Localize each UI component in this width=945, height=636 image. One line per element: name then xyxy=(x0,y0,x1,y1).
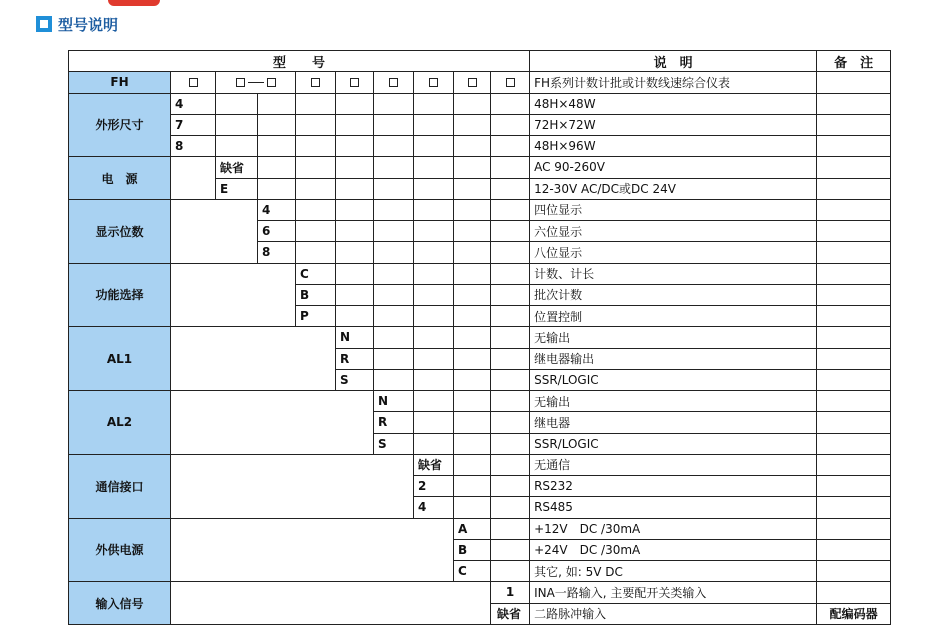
code-slot xyxy=(414,72,454,93)
desc-cell: 48H×48W xyxy=(530,93,817,114)
code-cell: S xyxy=(374,433,414,454)
code-cell: 8 xyxy=(258,242,296,263)
square-bullet-icon xyxy=(36,16,52,32)
top-strip xyxy=(0,0,945,6)
code-cell: P xyxy=(296,306,336,327)
desc-cell: RS485 xyxy=(530,497,817,518)
label-al2: AL2 xyxy=(69,391,171,455)
label-size: 外形尺寸 xyxy=(69,93,171,157)
section-header xyxy=(36,14,118,34)
header-note: 备 注 xyxy=(817,51,891,72)
desc-cell: 计数、计长 xyxy=(530,263,817,284)
code-cell: C xyxy=(454,561,491,582)
desc-cell: 无输出 xyxy=(530,327,817,348)
table-row xyxy=(69,518,891,539)
code-cell: 1 xyxy=(491,582,530,603)
code-cell: R xyxy=(374,412,414,433)
code-cell: E xyxy=(216,178,258,199)
desc-cell: SSR/LOGIC xyxy=(530,433,817,454)
note-cell: 配编码器 xyxy=(817,603,891,625)
code-cell: 7 xyxy=(171,114,216,135)
desc-cell: 六位显示 xyxy=(530,221,817,242)
label-al1: AL1 xyxy=(69,327,171,391)
desc-cell: +24V DC /30mA xyxy=(530,539,817,560)
top-accent xyxy=(108,0,160,6)
desc-cell: 12-30V AC/DC或DC 24V xyxy=(530,178,817,199)
desc-cell: 其它, 如: 5V DC xyxy=(530,561,817,582)
desc-cell: 四位显示 xyxy=(530,199,817,220)
desc-cell: 48H×96W xyxy=(530,136,817,157)
header-desc: 说 明 xyxy=(530,51,817,72)
desc-cell: SSR/LOGIC xyxy=(530,369,817,390)
code-slot xyxy=(336,72,374,93)
desc-cell: 二路脉冲输入 xyxy=(530,603,817,625)
table-row-fh xyxy=(69,72,891,93)
desc-cell: 八位显示 xyxy=(530,242,817,263)
table-row xyxy=(69,391,891,412)
table-header-row xyxy=(69,51,891,72)
table-row xyxy=(69,327,891,348)
code-cell: B xyxy=(296,284,336,305)
code-cell: 缺省 xyxy=(414,454,454,475)
table-row xyxy=(69,114,891,135)
code-slot xyxy=(296,72,336,93)
code-cell: R xyxy=(336,348,374,369)
desc-cell: 72H×72W xyxy=(530,114,817,135)
table-row xyxy=(69,93,891,114)
note-cell xyxy=(817,582,891,603)
code-cell: C xyxy=(296,263,336,284)
section-title: 型号说明 xyxy=(58,15,119,34)
code-cell: B xyxy=(454,539,491,560)
code-slot xyxy=(171,72,216,93)
code-cell: 缺省 xyxy=(216,157,258,178)
header-model: 型 号 xyxy=(69,51,530,72)
desc-cell: AC 90-260V xyxy=(530,157,817,178)
table-row xyxy=(69,157,891,178)
code-slot xyxy=(491,72,530,93)
code-cell: 缺省 xyxy=(491,603,530,625)
code-cell: A xyxy=(454,518,491,539)
code-cell: 4 xyxy=(414,497,454,518)
code-cell: 4 xyxy=(258,199,296,220)
table-row xyxy=(69,582,891,603)
desc-cell: 继电器 xyxy=(530,412,817,433)
desc-cell: 继电器输出 xyxy=(530,348,817,369)
code-slot xyxy=(216,72,296,93)
label-power: 电 源 xyxy=(69,157,171,200)
model-spec-table xyxy=(68,50,891,625)
desc-fh: FH系列计数计批或计数线速综合仪表 xyxy=(530,72,817,93)
code-cell: N xyxy=(336,327,374,348)
label-digits: 显示位数 xyxy=(69,199,171,263)
label-fh: FH xyxy=(69,72,171,93)
code-cell: 8 xyxy=(171,136,216,157)
desc-cell: 位置控制 xyxy=(530,306,817,327)
code-cell: 6 xyxy=(258,221,296,242)
note-cell xyxy=(817,72,891,93)
code-cell: 4 xyxy=(171,93,216,114)
desc-cell: +12V DC /30mA xyxy=(530,518,817,539)
label-supply: 外供电源 xyxy=(69,518,171,582)
code-cell: 2 xyxy=(414,476,454,497)
desc-cell: INA一路输入, 主要配开关类输入 xyxy=(530,582,817,603)
table-row xyxy=(69,199,891,220)
code-cell: S xyxy=(336,369,374,390)
label-input: 输入信号 xyxy=(69,582,171,625)
table-row xyxy=(69,263,891,284)
code-cell: N xyxy=(374,391,414,412)
desc-cell: 无输出 xyxy=(530,391,817,412)
code-slot xyxy=(454,72,491,93)
desc-cell: RS232 xyxy=(530,476,817,497)
desc-cell: 批次计数 xyxy=(530,284,817,305)
code-slot xyxy=(374,72,414,93)
table-row xyxy=(69,136,891,157)
desc-cell: 无通信 xyxy=(530,454,817,475)
label-comm: 通信接口 xyxy=(69,454,171,518)
label-function: 功能选择 xyxy=(69,263,171,327)
table-row xyxy=(69,454,891,475)
